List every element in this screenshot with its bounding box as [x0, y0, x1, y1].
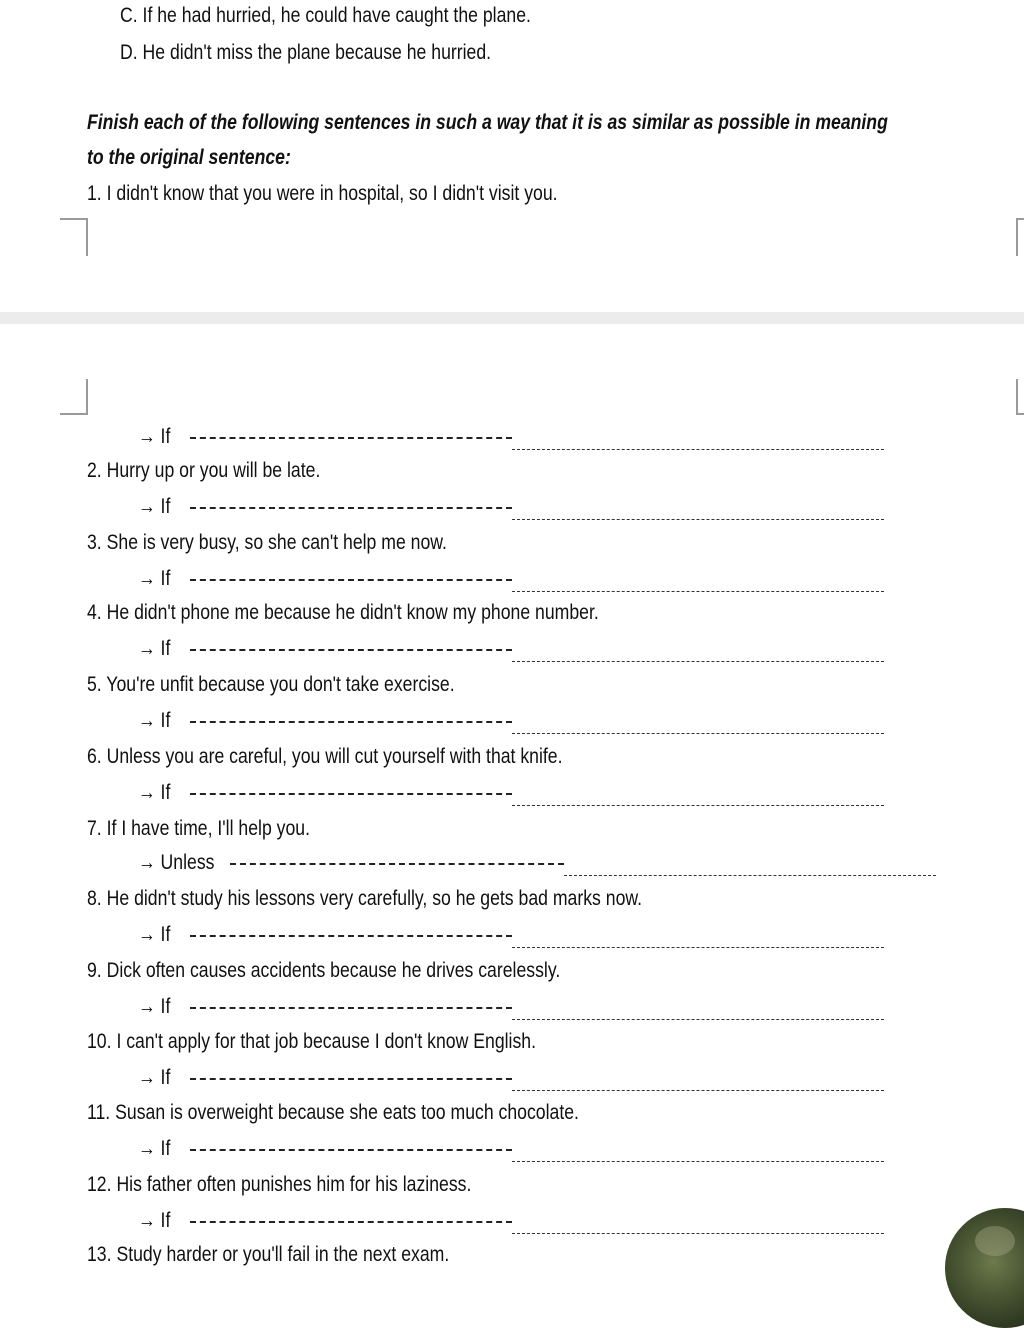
question-11 [87, 1100, 579, 1126]
document-page-2 [0, 324, 1024, 1280]
answer-line-9[interactable] [138, 994, 177, 1020]
answer-lead: → If [138, 1209, 171, 1232]
question-13 [87, 1242, 449, 1268]
answer-line-1[interactable] [138, 424, 177, 450]
margin-corner-mark [1016, 379, 1024, 415]
question-5 [87, 672, 455, 698]
answer-dotted-line [190, 1007, 512, 1012]
question-number: 3. [87, 531, 102, 554]
question-8 [87, 886, 642, 912]
option-d: D. He didn't miss the plane because he hurried. [120, 41, 492, 64]
answer-dotted-line [190, 935, 512, 940]
instruction-line-1: Finish each of the following sentences in such a way that it is as similar as possible in meaning [87, 111, 888, 134]
question-number: 7. [87, 817, 102, 840]
answer-lead: → If [138, 637, 171, 660]
question-9 [87, 958, 560, 984]
option-c: C. If he had hurried, he could have caught the plane. [120, 4, 531, 27]
answer-rule [512, 1090, 884, 1091]
answer-rule [564, 875, 936, 876]
answer-lead: → If [138, 1137, 171, 1160]
question-text: If I have time, I'll help you. [106, 817, 311, 840]
answer-lead: → Unless [138, 851, 215, 874]
answer-rule [512, 1019, 884, 1020]
question-text: Susan is overweight because she eats too much chocolate. [115, 1101, 579, 1124]
question-text: I didn't know that you were in hospital, so I didn't visit you. [106, 182, 558, 205]
question-text: He didn't phone me because he didn't know my phone number. [106, 601, 599, 624]
answer-rule [512, 733, 884, 734]
answer-rule [512, 449, 884, 450]
answer-lead: → If [138, 495, 171, 518]
question-number: 4. [87, 601, 102, 624]
question-7 [87, 816, 310, 842]
margin-corner-mark [60, 379, 88, 415]
question-text: Study harder or you'll fail in the next exam. [116, 1243, 450, 1266]
answer-dotted-line [190, 793, 512, 798]
question-number: 12. [87, 1173, 112, 1196]
question-text: I can't apply for that job because I don't know English. [116, 1030, 537, 1053]
question-number: 8. [87, 887, 102, 910]
answer-lead: → If [138, 781, 171, 804]
question-number: 10. [87, 1030, 112, 1053]
answer-line-8[interactable] [138, 922, 177, 948]
answer-line-6[interactable] [138, 780, 177, 806]
question-number: 9. [87, 959, 102, 982]
answer-lead: → If [138, 709, 171, 732]
page-separator [0, 312, 1024, 324]
question-number: 2. [87, 459, 102, 482]
answer-rule [512, 1161, 884, 1162]
answer-rule [512, 805, 884, 806]
answer-lead: → If [138, 1066, 171, 1089]
question-number: 1. [87, 182, 102, 205]
margin-corner-mark [60, 218, 88, 256]
question-10 [87, 1029, 536, 1055]
question-text: He didn't study his lessons very carefully, so he gets bad marks now. [106, 887, 643, 910]
answer-dotted-line [230, 863, 564, 868]
answer-line-11[interactable] [138, 1136, 177, 1162]
question-number: 5. [87, 673, 102, 696]
answer-line-7[interactable] [138, 850, 229, 876]
answer-dotted-line [190, 1149, 512, 1154]
answer-dotted-line [190, 1078, 512, 1083]
answer-dotted-line [190, 507, 512, 512]
question-text: You're unfit because you don't take exercise. [106, 673, 455, 696]
answer-rule [512, 661, 884, 662]
question-number: 6. [87, 745, 102, 768]
answer-lead: → If [138, 425, 171, 448]
answer-lead: → If [138, 567, 171, 590]
answer-line-10[interactable] [138, 1065, 177, 1091]
question-text: She is very busy, so she can't help me now. [106, 531, 447, 554]
question-1 [87, 181, 558, 207]
answer-rule [512, 519, 884, 520]
question-text: Dick often causes accidents because he drives carelessly. [106, 959, 561, 982]
answer-rule [512, 1233, 884, 1234]
question-12 [87, 1172, 471, 1198]
answer-dotted-line [190, 721, 512, 726]
answer-dotted-line [190, 649, 512, 654]
question-4 [87, 600, 599, 626]
question-number: 11. [87, 1101, 111, 1124]
answer-dotted-line [190, 579, 512, 584]
answer-line-5[interactable] [138, 708, 177, 734]
answer-rule [512, 947, 884, 948]
question-3 [87, 530, 447, 556]
answer-dotted-line [190, 1221, 512, 1226]
question-number: 13. [87, 1243, 112, 1266]
answer-line-12[interactable] [138, 1208, 177, 1234]
answer-line-4[interactable] [138, 636, 177, 662]
margin-corner-mark [1016, 218, 1024, 256]
answer-lead: → If [138, 995, 171, 1018]
question-text: Hurry up or you will be late. [106, 459, 321, 482]
question-text: His father often punishes him for his laziness. [116, 1173, 472, 1196]
answer-rule [512, 591, 884, 592]
question-text: Unless you are careful, you will cut yourself with that knife. [106, 745, 563, 768]
question-6 [87, 744, 563, 770]
answer-lead: → If [138, 923, 171, 946]
question-2 [87, 458, 320, 484]
answer-dotted-line [190, 437, 512, 442]
answer-line-3[interactable] [138, 566, 177, 592]
answer-line-2[interactable] [138, 494, 177, 520]
document-page-1 [0, 0, 1024, 312]
instruction-line-2: to the original sentence: [87, 146, 291, 169]
